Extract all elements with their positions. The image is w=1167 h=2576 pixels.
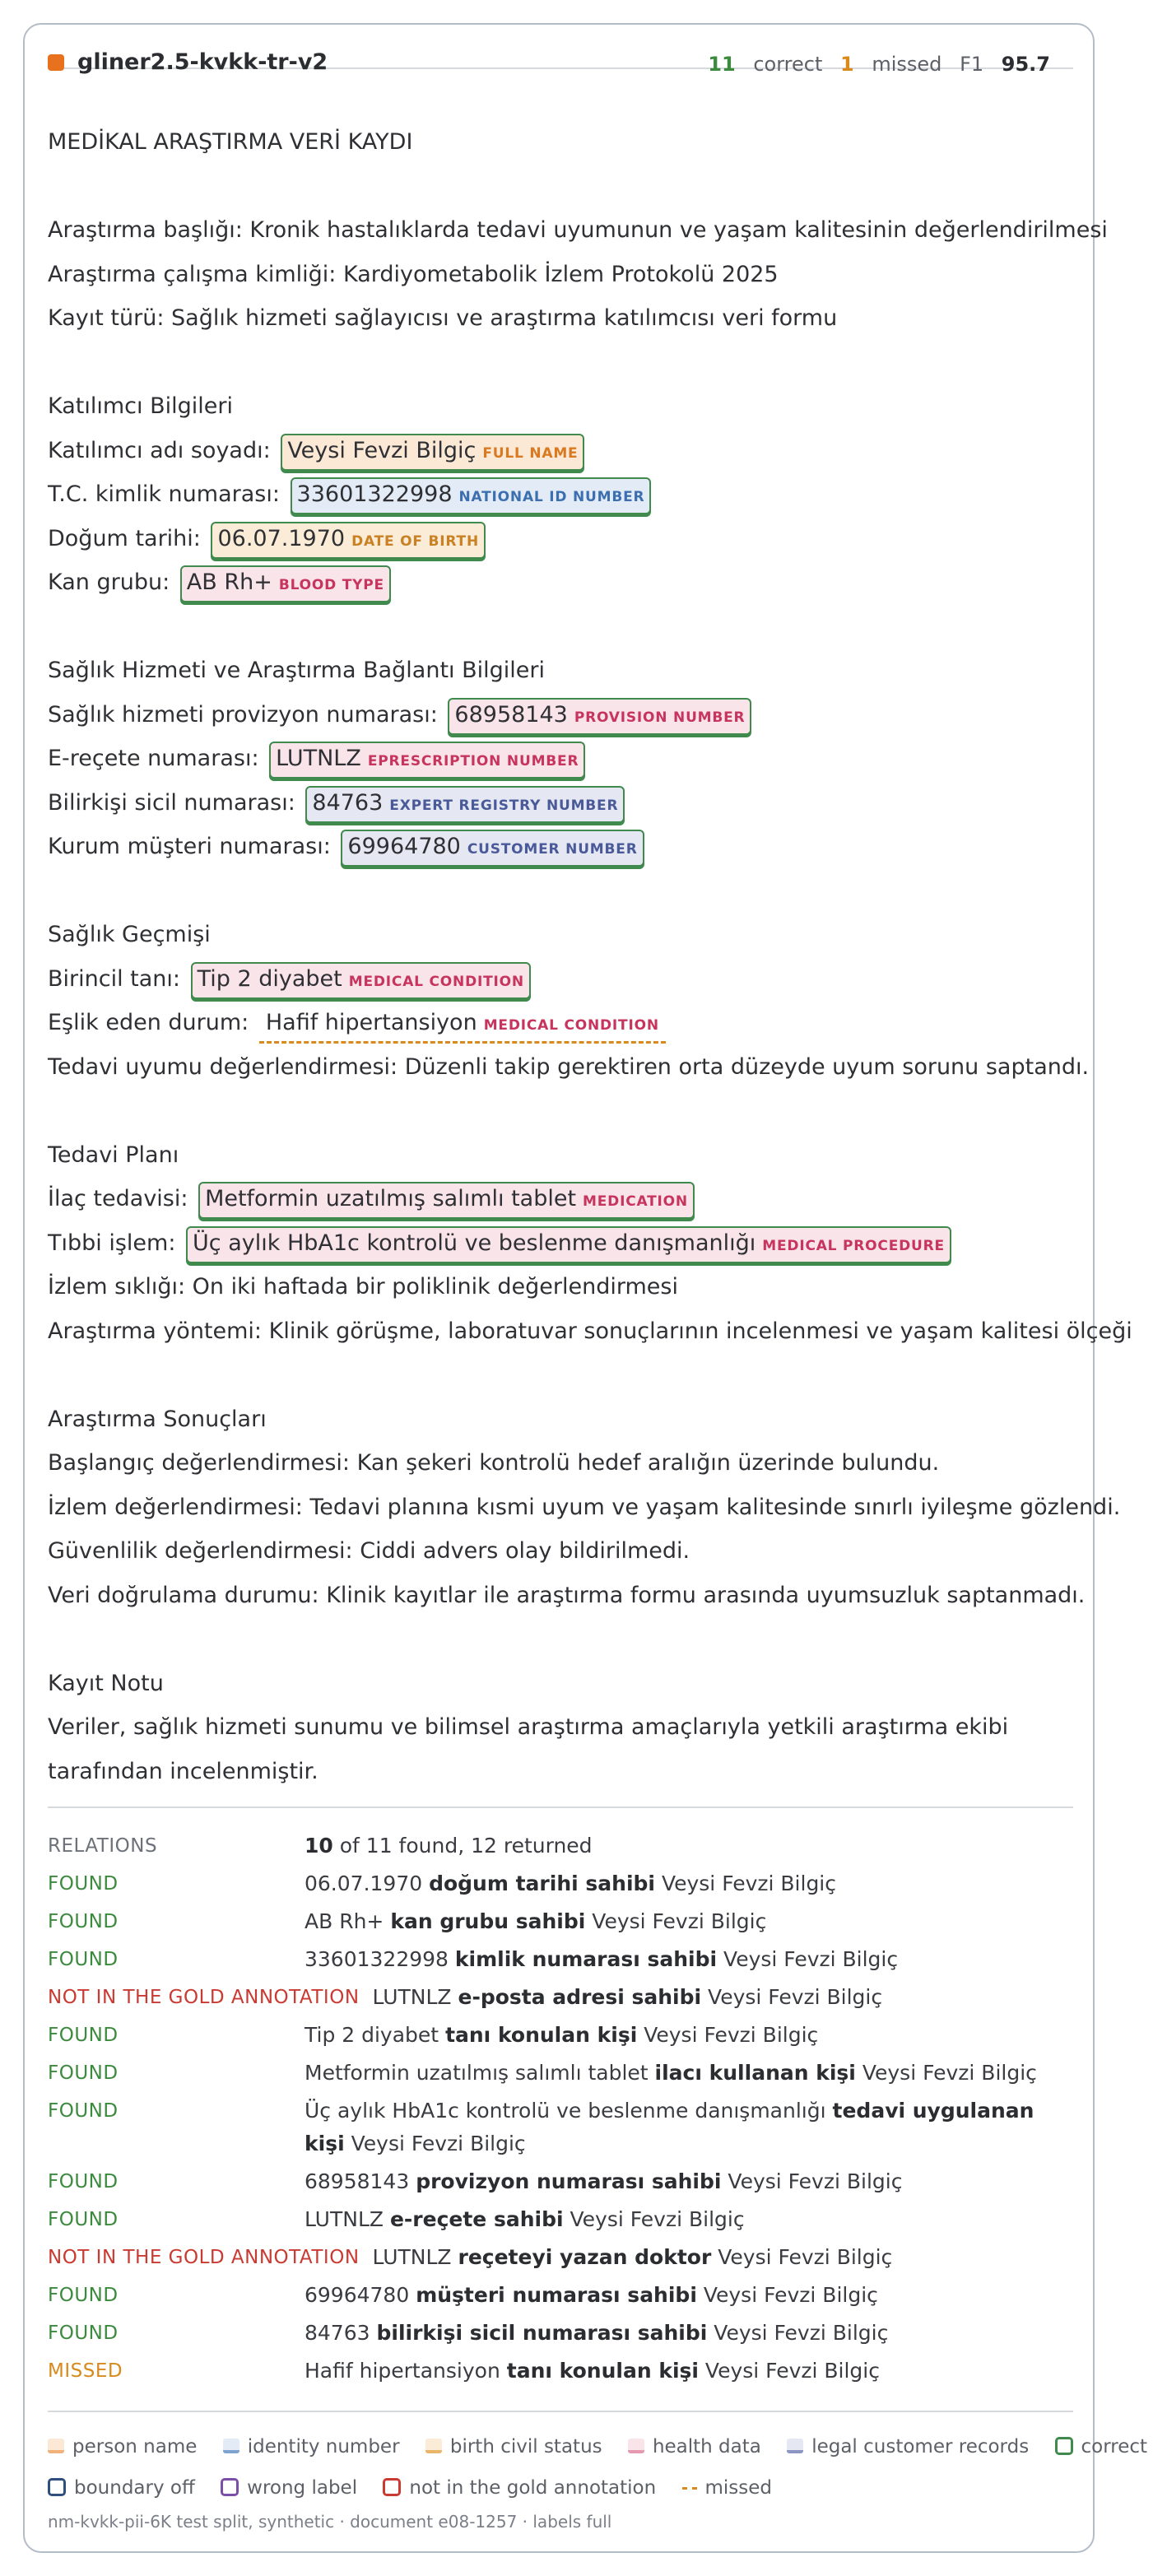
section-heading: Sağlık Geçmişi <box>48 922 211 947</box>
relation-type: reçeteyi yazan doktor <box>458 2245 712 2269</box>
entity-tag: EPRESCRIPTION NUMBER <box>367 753 579 770</box>
legend-text: person name <box>72 2436 198 2457</box>
doc-line: Araştırma çalışma kimliği: Kardiyometabolik İzlem Protokolü 2025 <box>48 261 779 287</box>
relation-type: tanı konulan kişi <box>506 2359 699 2383</box>
relation-tail: Veysi Fevzi Bilgiç <box>703 2283 878 2307</box>
swatch <box>221 2478 239 2496</box>
relation-text <box>373 1978 1073 2016</box>
relation-type: kan grubu sahibi <box>390 1909 586 1933</box>
relation-head: Tip 2 diyabet <box>305 2023 439 2047</box>
entity-text: LUTNLZ <box>276 746 361 771</box>
swatch <box>682 2487 697 2490</box>
relations-panel <box>48 1827 1073 2390</box>
doc-line: İzlem değerlendirmesi: Tedavi planına kısmi uyum ve yaşam kalitesinde sınırlı iyileşme gözlendi. <box>48 1494 1121 1520</box>
entity-text: AB Rh+ <box>186 570 272 595</box>
missed-label: missed <box>872 53 942 76</box>
doc-line: Güvenlilik değerlendirmesi: Ciddi advers olay bildirilmedi. <box>48 1538 690 1564</box>
entity-text: Veysi Fevzi Bilgiç <box>287 437 477 463</box>
relation-status: NOT IN THE GOLD ANNOTATION <box>48 2247 360 2268</box>
relation-tail: Veysi Fevzi Bilgiç <box>644 2023 819 2047</box>
doc-line <box>48 957 1068 1002</box>
legend-row <box>48 2467 1073 2509</box>
entity-text: 68958143 <box>454 701 568 728</box>
relation-tail: Veysi Fevzi Bilgiç <box>704 2359 880 2383</box>
relation-text <box>305 2276 1073 2314</box>
relation-type: e-reçete sahibi <box>389 2207 564 2231</box>
entity-text: 69964780 <box>347 834 461 859</box>
section-heading: Katılımcı Bilgileri <box>48 393 233 419</box>
relation-row[interactable] <box>48 1865 1073 1903</box>
relation-head: Hafif hipertansiyon <box>305 2359 500 2383</box>
entity-tag: CUSTOMER NUMBER <box>467 841 638 858</box>
field-label: Bilirkişi sicil numarası: <box>48 789 295 816</box>
relation-text <box>305 1941 1073 1978</box>
relation-type: tanı konulan kişi <box>445 2023 638 2047</box>
relation-status: FOUND <box>48 2209 119 2230</box>
field-label: T.C. kimlik numarası: <box>48 481 280 507</box>
relation-text <box>305 2163 1073 2201</box>
relation-tail: Veysi Fevzi Bilgiç <box>570 2207 745 2231</box>
relation-head: Üç aylık HbA1c kontrolü ve beslenme danışmanlığı <box>305 2099 826 2123</box>
entity-tag: MEDICAL CONDITION <box>483 1017 659 1034</box>
section-heading: Sağlık Hizmeti ve Araştırma Bağlantı Bilgileri <box>48 658 546 683</box>
doc-line <box>48 825 1068 869</box>
doc-line <box>48 517 1068 561</box>
swatch <box>628 2439 644 2453</box>
legend-text: legal customer records <box>811 2436 1030 2457</box>
relation-text <box>305 2201 1073 2239</box>
field-label: E-reçete numarası: <box>48 746 259 771</box>
entity-tag: MEDICATION <box>583 1193 688 1210</box>
relation-tail: Veysi Fevzi Bilgiç <box>862 2061 1037 2085</box>
entity-provision-number[interactable] <box>448 698 751 735</box>
entity-text: Üç aylık HbA1c kontrolü ve beslenme danışmanlığı <box>193 1230 756 1256</box>
field-label: Sağlık hizmeti provizyon numarası: <box>48 701 438 728</box>
relation-head: Metformin uzatılmış salımlı tablet <box>305 2061 649 2085</box>
section-heading: Tedavi Planı <box>48 1142 179 1168</box>
entity-full-name[interactable] <box>281 434 584 471</box>
entity-text: 84763 <box>312 789 384 816</box>
score-summary <box>696 53 1050 76</box>
doc-line <box>48 1001 1068 1045</box>
legend-divider <box>48 2411 1073 2412</box>
doc-line <box>48 693 1068 737</box>
doc-line: Başlangıç değerlendirmesi: Kan şekeri kontrolü hedef aralığın üzerinde bulundu. <box>48 1450 940 1476</box>
entity-missed-medical-condition[interactable] <box>259 1007 666 1044</box>
relations-summary <box>305 1827 1073 1865</box>
doc-line: Tedavi uyumu değerlendirmesi: Düzenli takip gerektiren orta düzeyde uyum sorunu saptandı. <box>48 1053 1090 1080</box>
correct-count: 11 <box>708 53 736 76</box>
field-label: Birincil tanı: <box>48 965 181 992</box>
section-heading: Kayıt Notu <box>48 1670 164 1696</box>
doc-line: Veri doğrulama durumu: Klinik kayıtlar ile araştırma formu arasında uyumsuzluk saptanmadı. <box>48 1582 1086 1608</box>
relation-type: provizyon numarası sahibi <box>416 2169 722 2193</box>
relation-text <box>305 2314 1073 2352</box>
entity-tag: PROVISION NUMBER <box>574 709 746 726</box>
swatch <box>425 2439 442 2453</box>
legend-row <box>48 2426 1148 2467</box>
legend-notgold <box>383 2467 656 2509</box>
legend-birth <box>425 2426 602 2467</box>
doc-line <box>48 1221 1068 1266</box>
relation-row[interactable] <box>48 2239 1073 2276</box>
relation-tail: Veysi Fevzi Bilgiç <box>718 2245 893 2269</box>
relation-type: doğum tarihi sahibi <box>429 1872 655 1895</box>
field-label: Katılımcı adı soyadı: <box>48 437 271 463</box>
relation-status: NOT IN THE GOLD ANNOTATION <box>48 1987 360 2008</box>
relation-row[interactable] <box>48 2016 1073 2054</box>
relation-text <box>305 2352 1073 2390</box>
doc-line <box>48 781 1068 825</box>
entity-tag: FULL NAME <box>482 444 579 462</box>
legend-text: boundary off <box>74 2477 195 2499</box>
doc-note: Veriler, sağlık hizmeti sunumu ve bilimsel araştırma amaçlarıyla yetkili araştırma ekibi tarafından incelenmiştir. <box>48 1714 1009 1784</box>
relation-status: FOUND <box>48 1873 119 1895</box>
legend-text: missed <box>704 2477 773 2499</box>
entity-text: Hafif hipertansiyon <box>265 1010 477 1035</box>
doc-line <box>48 560 1068 605</box>
swatch <box>787 2439 803 2453</box>
relation-row[interactable] <box>48 2314 1073 2352</box>
swatch <box>48 2478 66 2496</box>
relation-row[interactable] <box>48 2092 1073 2163</box>
legend-text: health data <box>652 2436 761 2457</box>
doc-line: Araştırma başlığı: Kronik hastalıklarda tedavi uyumunun ve yaşam kalitesinin değerlendirilmesi <box>48 217 1108 243</box>
entity-expert-registry-number[interactable] <box>305 786 625 823</box>
entity-tag: BLOOD TYPE <box>278 577 384 593</box>
legend-boundary <box>48 2467 195 2509</box>
relation-head: 06.07.1970 <box>305 1872 423 1895</box>
relation-status: FOUND <box>48 2100 119 2122</box>
legend-identity <box>223 2426 400 2467</box>
relation-tail: Veysi Fevzi Bilgiç <box>708 1985 883 2009</box>
legend-text: correct <box>1081 2436 1148 2457</box>
relation-type: kimlik numarası sahibi <box>454 1947 718 1971</box>
relation-status: FOUND <box>48 2285 119 2306</box>
relation-text <box>305 1865 1073 1903</box>
relation-status: FOUND <box>48 2025 119 2046</box>
relation-type: ilacı kullanan kişi <box>654 2061 856 2085</box>
relation-tail: Veysi Fevzi Bilgiç <box>714 2321 889 2345</box>
relation-row[interactable] <box>48 2201 1073 2239</box>
field-label: İlaç tedavisi: <box>48 1186 188 1211</box>
swatch <box>48 2439 64 2453</box>
relation-type: bilirkişi sicil numarası sahibi <box>376 2321 708 2345</box>
relations-label: RELATIONS <box>48 1835 158 1857</box>
entity-customer-number[interactable] <box>341 830 644 867</box>
field-label: Tıbbi işlem: <box>48 1230 176 1256</box>
field-label: Kurum müşteri numarası: <box>48 834 331 859</box>
relation-head: 68958143 <box>305 2169 410 2193</box>
relation-head: LUTNLZ <box>305 2207 384 2231</box>
missed-count: 1 <box>840 53 854 76</box>
doc-title: MEDİKAL ARAŞTIRMA VERİ KAYDI <box>48 129 413 155</box>
relation-head: LUTNLZ <box>372 2245 452 2269</box>
doc-line <box>48 1177 1068 1221</box>
section-heading: Araştırma Sonuçları <box>48 1406 267 1432</box>
entity-medical-condition[interactable] <box>191 962 531 999</box>
swatch <box>383 2478 401 2496</box>
entity-national-id[interactable] <box>291 477 652 514</box>
relation-text <box>305 1903 1073 1941</box>
relation-tail: Veysi Fevzi Bilgiç <box>592 1909 767 1933</box>
legend-text: not in the gold annotation <box>409 2477 657 2499</box>
relation-tail: Veysi Fevzi Bilgiç <box>661 1872 836 1895</box>
relation-status: FOUND <box>48 2171 119 2192</box>
legend-text: identity number <box>247 2436 400 2457</box>
legend-legal <box>787 2426 1029 2467</box>
entity-medical-procedure[interactable] <box>186 1226 951 1263</box>
entity-blood-type[interactable] <box>180 565 391 602</box>
f1-label: F1 <box>960 53 984 76</box>
footer-caption: nm-kvkk-pii-6K test split, synthetic · document e08-1257 · labels full <box>48 2512 612 2532</box>
relation-row[interactable] <box>48 2276 1073 2314</box>
legend <box>48 2426 1148 2509</box>
relation-status: FOUND <box>48 2323 119 2344</box>
relation-type: e-posta adresi sahibi <box>458 1985 702 2009</box>
summary-text: of 11 found, 12 returned <box>339 1834 593 1858</box>
doc-line <box>48 472 1068 517</box>
relation-status: FOUND <box>48 2062 119 2084</box>
legend-missed <box>682 2467 773 2509</box>
relation-row[interactable] <box>48 1903 1073 1941</box>
relation-row[interactable] <box>48 1941 1073 1978</box>
legend-text: wrong label <box>247 2477 358 2499</box>
relations-list <box>48 1865 1073 2390</box>
relation-text <box>373 2239 1073 2276</box>
entity-eprescription-number[interactable] <box>269 742 585 779</box>
doc-line <box>48 429 1068 473</box>
entity-tag: NATIONAL ID NUMBER <box>458 489 645 505</box>
relations-header <box>48 1827 1073 1865</box>
relation-status: FOUND <box>48 1911 119 1932</box>
entity-text: 06.07.1970 <box>217 525 346 551</box>
doc-line <box>48 737 1068 781</box>
doc-line: Kayıt türü: Sağlık hizmeti sağlayıcısı ve araştırma katılımcısı veri formu <box>48 305 838 331</box>
legend-text: birth civil status <box>449 2436 602 2457</box>
doc-line: İzlem sıklığı: On iki haftada bir poliklinik değerlendirmesi <box>48 1274 678 1300</box>
relation-row[interactable] <box>48 2163 1073 2201</box>
entity-text: 33601322998 <box>296 481 453 507</box>
legend-wrong <box>221 2467 357 2509</box>
relation-status: MISSED <box>48 2360 123 2382</box>
doc-line: Araştırma yöntemi: Klinik görüşme, laboratuvar sonuçlarının incelenmesi ve yaşam kalitesi ölçeği <box>48 1318 1132 1344</box>
field-label: Doğum tarihi: <box>48 525 201 551</box>
card-header <box>48 26 1073 76</box>
relation-row[interactable] <box>48 2054 1073 2092</box>
relation-row[interactable] <box>48 1978 1073 2016</box>
section-divider <box>48 1806 1073 1808</box>
legend-person <box>48 2426 197 2467</box>
entity-text: Metformin uzatılmış salımlı tablet <box>205 1186 577 1211</box>
relation-text <box>305 2054 1073 2092</box>
relation-head: 84763 <box>305 2321 370 2345</box>
relation-type: müşteri numarası sahibi <box>416 2283 697 2307</box>
field-label: Kan grubu: <box>48 570 170 595</box>
relation-text <box>305 2095 1073 2160</box>
entity-text: Tip 2 diyabet <box>197 965 342 992</box>
entity-tag: EXPERT REGISTRY NUMBER <box>389 797 619 814</box>
legend-correct <box>1055 2426 1148 2467</box>
relation-head: 69964780 <box>305 2283 410 2307</box>
legend-health <box>628 2426 761 2467</box>
relation-head: 33601322998 <box>305 1947 449 1971</box>
entity-date-of-birth[interactable] <box>211 522 486 559</box>
relation-head: AB Rh+ <box>305 1909 384 1933</box>
relation-head: LUTNLZ <box>372 1985 452 2009</box>
relation-tail: Veysi Fevzi Bilgiç <box>351 2132 526 2155</box>
relation-tail: Veysi Fevzi Bilgiç <box>728 2169 903 2193</box>
entity-tag: MEDICAL CONDITION <box>348 973 524 990</box>
entity-tag: DATE OF BIRTH <box>351 532 479 550</box>
field-label: Eşlik eden durum: <box>48 1010 249 1035</box>
f1-value: 95.7 <box>1001 53 1050 76</box>
annotated-document <box>48 120 1132 1793</box>
entity-tag: MEDICAL PROCEDURE <box>762 1237 945 1254</box>
correct-label: correct <box>753 53 823 76</box>
relation-type: tedavi uygulanan kişi <box>305 2099 1034 2155</box>
swatch <box>223 2439 239 2453</box>
relation-row[interactable] <box>48 2352 1073 2390</box>
swatch <box>1055 2437 1073 2455</box>
relation-tail: Veysi Fevzi Bilgiç <box>723 1947 899 1971</box>
relation-text <box>305 2016 1073 2054</box>
entity-medication[interactable] <box>198 1182 695 1219</box>
relation-status: FOUND <box>48 1949 119 1970</box>
model-name: gliner2.5-kvkk-tr-v2 <box>77 49 328 75</box>
model-color-swatch <box>48 54 64 71</box>
found-count: 10 <box>305 1834 333 1858</box>
